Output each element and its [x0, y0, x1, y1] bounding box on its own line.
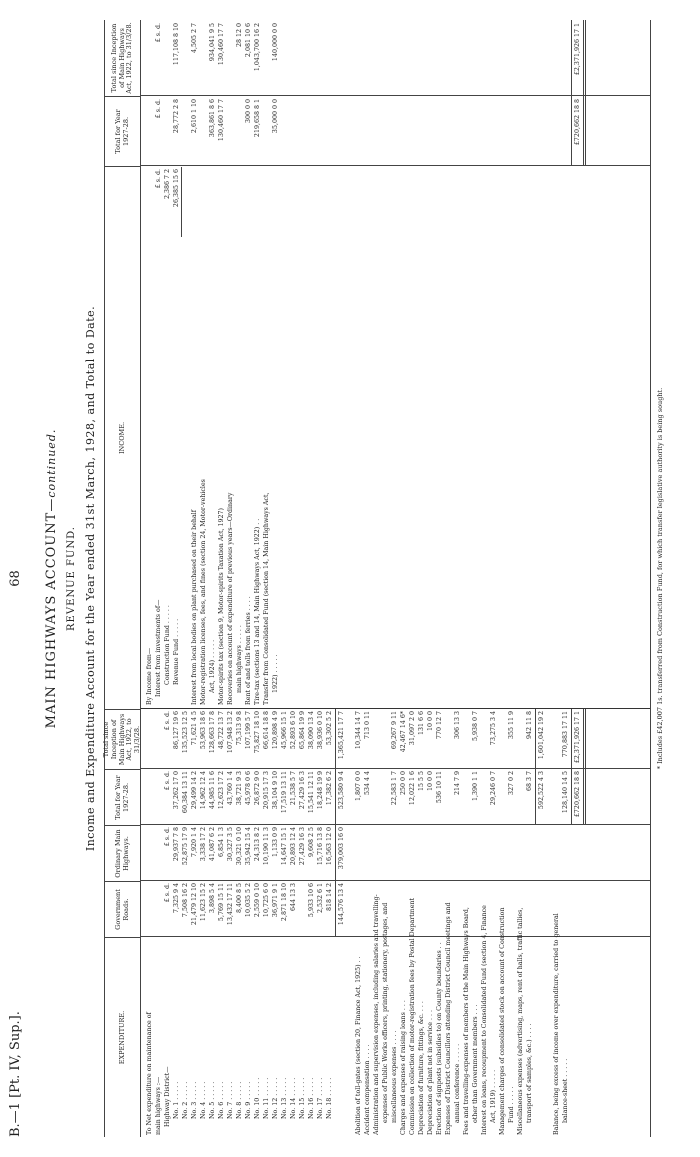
- subtotal-total-year: 523,580 9 4: [338, 771, 345, 810]
- total-since-value: 75,313 9 8: [236, 711, 243, 746]
- total-rule: [535, 709, 536, 825]
- other-expenditure-label: Act, 1919) . . . . .: [490, 1069, 497, 1123]
- income-sub-value: [145, 169, 154, 265]
- total-since-value: 131 6 6: [418, 711, 425, 736]
- ordinary-value: £ s. d.: [164, 827, 171, 847]
- income-row-label: Act, 1924) . . . . .: [209, 639, 216, 693]
- govt-roads-value: 2,532 6 1: [317, 883, 324, 914]
- other-expenditure-label: miscellaneous expenses . . . .: [391, 1030, 398, 1123]
- govt-roads-value: 7,325 9 4: [173, 883, 180, 914]
- income-total-year-value: 130,460 17 7: [218, 99, 225, 142]
- ordinary-value: 9,608 2 5: [308, 827, 315, 858]
- ordinary-value: 14,647 15 1: [281, 827, 288, 866]
- other-expenditure-label: Miscellaneous expenses (advertising, maps, rent of halls, traffic tallies,: [517, 907, 524, 1135]
- ordinary-value: 15,716 13 8: [317, 827, 324, 866]
- govt-roads-value: [298, 883, 307, 936]
- total-year-value: 534 4 4: [364, 771, 371, 796]
- total-year-value: 44,985 11 6: [209, 771, 216, 810]
- total-year-value: 10 0 0: [427, 771, 434, 792]
- other-expenditure-label: other than Government members . . .: [472, 1004, 479, 1123]
- title-continued: continued.: [45, 428, 58, 498]
- total-year-value: 17,519 13 11: [281, 771, 288, 814]
- income-row-label: Recoveries on account of expenditure of previous years—Ordinary: [227, 492, 234, 705]
- account-table: [104, 20, 651, 1137]
- balance-total-year: 128,140 14 5: [562, 771, 569, 814]
- income-row-label: 1922) . . . . .: [272, 654, 279, 693]
- other-expenditure-label: Interest on loans, recoupment to Consolidated Fund (section 4, Finance: [481, 905, 488, 1135]
- other-expenditure-label: Expenses of District Councillors attending District Council meetings and: [445, 902, 452, 1135]
- govt-roads-value: 13,432 17 11: [227, 883, 234, 926]
- income-total-year-value: [181, 99, 190, 165]
- income-row-label: Interest from local bodies on plant purchased on their behalf: [191, 509, 198, 705]
- title-main: MAIN HIGHWAYS ACCOUNT—: [44, 497, 59, 729]
- income-total-year-value: 35,000 0 0: [272, 99, 279, 134]
- total-since-value: 770 12 7: [436, 711, 443, 740]
- income-sub-value: [262, 169, 271, 265]
- total-since-value: 355 11 9: [508, 711, 515, 740]
- total-year-value: 60,384 13 11: [182, 771, 189, 814]
- income-row-label: Revenue Fund . . . . .: [173, 618, 180, 685]
- total-year-value: 17,382 6 2: [326, 771, 333, 806]
- total-since-value: 53,963 18 6: [200, 711, 207, 750]
- ordinary-value: 52,875 17 9: [182, 827, 189, 866]
- govt-roads-value: 818 14 2: [326, 883, 333, 912]
- total-since-value: 5,938 0 7: [472, 711, 479, 742]
- income-row-label: Motor-registration licenses, fees, and fines (section 24, Motor-vehicles: [200, 479, 207, 705]
- total-year-value: 38,104 9 10: [272, 771, 279, 810]
- total-since-value: [381, 711, 390, 768]
- total-year-value: £ s. d.: [164, 771, 171, 791]
- govt-roads-value: [154, 883, 163, 936]
- col-header-ordinary: Ordinary Main Highways.: [105, 825, 141, 881]
- total-since-value: 86,127 19 6: [173, 711, 180, 750]
- total-year-value: 20,915 17 3: [263, 771, 270, 810]
- account-title: [44, 0, 59, 1157]
- total-since-value: 120,898 4 9: [272, 711, 279, 750]
- other-expenditure-label: Management charges of consolidated stock on account of Construction: [499, 907, 506, 1135]
- expenditure-total-year: 592,522 4 3: [538, 771, 545, 810]
- income-total-since-value: 130,460 17 7: [218, 23, 225, 66]
- income-sub-value: £ s. d.: [155, 169, 162, 189]
- total-year-value: [462, 771, 471, 824]
- income-sub-value: [253, 169, 262, 265]
- total-year-value: 327 0 2: [508, 771, 515, 796]
- income-total-since-value: £ s. d.: [155, 23, 162, 43]
- total-year-value: 26,872 9 0: [254, 771, 261, 806]
- expenditure-row-label: No. 1 . . . . .: [173, 1081, 180, 1119]
- total-rule: [571, 20, 572, 166]
- govt-roads-value: 10,035 5 2: [245, 883, 252, 918]
- total-since-value: 52,893 6 10: [290, 711, 297, 750]
- total-year-value: 29,246 0 7: [490, 771, 497, 806]
- govt-roads-value: 5,769 15 11: [218, 883, 225, 922]
- expenditure-grand-total-year: £720,662 18 8: [574, 771, 581, 818]
- other-expenditure-label: annual conference . . . . .: [454, 1043, 461, 1123]
- total-since-value: 38,936 0 10: [317, 711, 324, 750]
- expenditure-row-label: No. 7 . . . . .: [227, 1081, 234, 1119]
- total-year-value: 1,807 0 0: [355, 771, 362, 802]
- income-sub-value: 26,385 15 6: [173, 169, 180, 208]
- income-total-year-value: £ s. d.: [155, 99, 162, 119]
- total-year-value: 37,262 17 0: [173, 771, 180, 810]
- expenditure-row-label: No. 15 . . . . .: [299, 1077, 306, 1119]
- total-since-value: [145, 711, 154, 768]
- total-since-value: 48,722 13 7: [218, 711, 225, 750]
- total-since-value: 75,827 18 10: [254, 711, 261, 754]
- ordinary-value: 24,313 8 2: [254, 827, 261, 862]
- total-since-value: 73,275 3 4: [490, 711, 497, 746]
- income-total-year-value: [163, 99, 172, 165]
- header-ref: B.—1 [Pt. IV, Sup.].: [8, 1011, 23, 1137]
- income-sub-value: [181, 169, 190, 265]
- expenditure-row-label: No. 18 . . . . .: [326, 1077, 333, 1119]
- expenditure-row-label: No. 13 . . . . .: [281, 1077, 288, 1119]
- total-year-value: 68 3 7: [526, 771, 533, 792]
- total-since-value: [462, 711, 471, 768]
- income-sub-value: [217, 169, 226, 265]
- total-since-value: 107,199 5 7: [245, 711, 252, 750]
- total-since-value: 66,614 18 8: [263, 711, 270, 750]
- other-expenditure-label: Accident compensation . . . .: [364, 1044, 371, 1135]
- income-total-since-value: 28 12 0: [236, 23, 243, 48]
- income-row-label: Transfer from Consolidated Fund (section 14, Main Highways Act,: [263, 492, 270, 705]
- other-expenditure-label: Fund . . . . .: [508, 1086, 515, 1123]
- ordinary-value: 7,920 1 4: [191, 827, 198, 858]
- col-header-total-year: Total for Year 1927-28.: [105, 769, 141, 825]
- expenditure-row-label: No. 6 . . . . .: [218, 1081, 225, 1119]
- expenditure-row-label: No. 5 . . . . .: [209, 1081, 216, 1119]
- expenditure-row-label: No. 16 . . . . .: [308, 1077, 315, 1119]
- ordinary-value: 30,327 3 5: [227, 827, 234, 862]
- ordinary-value: 30,321 0 10: [236, 827, 243, 866]
- income-total-since-value: 1,043,700 16 2: [254, 23, 261, 72]
- income-total-since-value: [163, 23, 172, 95]
- income-row-label: Construction Fund . . . . .: [164, 605, 171, 685]
- total-since-value: 713 0 11: [364, 711, 371, 740]
- total-year-value: [381, 771, 390, 824]
- income-sub-value: [244, 169, 253, 265]
- income-row-label: Rent of and tolls from ferries . . . .: [245, 596, 252, 705]
- total-year-value: 250 0 0: [400, 771, 407, 796]
- expenditure-row-label: No. 8 . . . . .: [236, 1081, 243, 1119]
- income-total-year-value: [226, 99, 235, 165]
- total-since-value: 10 0 0: [427, 711, 434, 732]
- col-rule: [141, 824, 650, 825]
- income-total-since-value: 4,505 2 7: [191, 23, 198, 54]
- total-year-value: [145, 771, 154, 824]
- total-year-value: 18,248 19 9: [317, 771, 324, 810]
- col-header-govt-roads: Government Roads.: [105, 881, 141, 937]
- other-expenditure-label: Fees and travelling-expenses of members of the Main Highways Board,: [463, 907, 470, 1135]
- ordinary-value: 29,937 7 8: [173, 827, 180, 862]
- income-total-since-value: [181, 23, 190, 95]
- income-grand-total-since: £2,371,926 17 1: [574, 23, 581, 76]
- income-grand-total-year: £720,662 18 8: [574, 99, 581, 146]
- govt-roads-value: [145, 883, 154, 936]
- income-total-since-value: [262, 23, 271, 95]
- income-total-year-value: 28,772 2 8: [173, 99, 180, 134]
- income-row-label: main highways . . . . .: [236, 625, 243, 693]
- income-total-year-value: 363,861 8 6: [209, 99, 216, 138]
- expenditure-grand-total-since: £2,371,926 17 1: [574, 711, 581, 764]
- total-since-value: [480, 711, 489, 768]
- total-year-value: 536 10 11: [436, 771, 443, 804]
- govt-roads-value: 644 13 3: [290, 883, 297, 912]
- col-rule: [141, 95, 650, 96]
- income-sub-value: [199, 169, 208, 265]
- ordinary-value: 41,087 6 2: [209, 827, 216, 862]
- total-year-value: 214 7 9: [454, 771, 461, 796]
- col-rule: [141, 768, 650, 769]
- income-total-year-value: [235, 99, 244, 165]
- page-number: 68: [8, 570, 23, 587]
- col-header-income-total-year: Total for Year 1927-28.: [105, 96, 141, 166]
- total-year-value: 29,499 14 2: [191, 771, 198, 810]
- ordinary-value: 3,338 17 2: [200, 827, 207, 862]
- income-sub-value: [190, 169, 199, 265]
- expenditure-row-label: No. 3 . . . . .: [191, 1081, 198, 1119]
- total-since-value: 31,097 2 0: [409, 711, 416, 746]
- income-row-label: Tire-tax (sections 13 and 14, Main Highways Act, 1922) . .: [254, 518, 261, 705]
- income-total-year-value: [199, 99, 208, 165]
- col-header-total-since: Total since Inception of Main Highways Act, 1922, to 31/3/28.: [105, 709, 141, 769]
- govt-roads-value: 2,871 18 10: [281, 883, 288, 922]
- income-total-since-value: 117,108 8 10: [173, 23, 180, 66]
- total-year-value: 21,538 5 7: [290, 771, 297, 806]
- govt-roads-value: 21,479 12 10: [191, 883, 198, 926]
- page-header: [8, 20, 30, 1137]
- account-subtitle: Income and Expenditure Account for the Year ended 31st March, 1928, and Total to Date.: [84, 305, 97, 852]
- income-total-since-value: [226, 23, 235, 95]
- total-since-value: 135,523 12 5: [182, 711, 189, 754]
- income-total-year-value: 2,610 1 10: [191, 99, 198, 134]
- ordinary-value: 1,133 0 9: [272, 827, 279, 858]
- total-since-value: 53,302 5 2: [326, 711, 333, 746]
- total-year-value: 15,541 12 11: [308, 771, 315, 814]
- other-expenditure-label: Administration and supervision expenses, including salaries and travelling-: [373, 894, 380, 1135]
- total-year-value: 12,623 17 2: [218, 771, 225, 810]
- total-year-value: [444, 771, 453, 824]
- expenditure-row-label: To Net expenditure on maintenance of: [146, 1012, 153, 1135]
- total-year-value: [516, 771, 525, 824]
- ordinary-value: 35,942 15 4: [245, 827, 252, 866]
- total-year-value: 1,390 1 1: [472, 771, 479, 802]
- total-since-value: 71,621 4 5: [191, 711, 198, 746]
- expenditure-row-label: No. 14 . . . . .: [290, 1077, 297, 1119]
- govt-roads-value: 5,933 10 6: [308, 883, 315, 918]
- total-since-value: 45,966 15 1: [281, 711, 288, 750]
- expenditure-row-label: No. 2 . . . . .: [182, 1081, 189, 1119]
- subtotal-total-since: 1,365,421 17 7: [338, 711, 345, 760]
- total-year-value: 12,022 1 6: [409, 771, 416, 806]
- other-expenditure-label: Charges and expenses of raising loans . . .: [400, 1000, 407, 1135]
- other-expenditure-label: Depreciation of furniture, fittings, &c. . . .: [418, 1001, 425, 1135]
- expenditure-row-label: No. 12 . . . . .: [272, 1077, 279, 1119]
- income-sub-value: [226, 169, 235, 265]
- ordinary-value: 16,563 12 0: [326, 827, 333, 866]
- govt-roads-value: 3,898 5 4: [209, 883, 216, 914]
- total-year-value: [372, 771, 381, 824]
- balance-label: balance-sheet . . . . .: [562, 1058, 569, 1123]
- total-since-value: [444, 711, 453, 768]
- subtotal-ordinary: 379,003 16 0: [338, 827, 345, 870]
- income-row-label: Motor-spirits tax (section 9, Motor-spirits Taxation Act, 1927): [218, 508, 225, 705]
- ordinary-value: [154, 827, 163, 880]
- other-expenditure-label: Commission on collection of motor-registration fees by Postal Department: [409, 897, 416, 1135]
- other-expenditure-label: Erection of signposts (subsidies to) on County boundaries . .: [436, 942, 443, 1135]
- income-row-label: By Income from—: [146, 647, 153, 705]
- income-total-since-value: 140,000 0 0: [272, 23, 279, 62]
- ordinary-value: 27,429 16 3: [299, 827, 306, 866]
- total-year-value: 27,429 16 3: [299, 771, 306, 810]
- other-expenditure-label: expenses of Public Works officers, printing, stationery, postages, and: [382, 902, 389, 1123]
- ordinary-value: 20,893 12 4: [290, 827, 297, 866]
- expenditure-row-label: Highway District—: [164, 1066, 171, 1127]
- subtotal-govt-roads: 144,576 13 4: [338, 883, 345, 926]
- govt-roads-value: 2,559 0 10: [254, 883, 261, 918]
- expenditure-row-label: main highways :—: [155, 1076, 162, 1135]
- other-expenditure-label: Depreciation of plant not in service . . .: [427, 1010, 434, 1135]
- income-total-year-value: [145, 99, 154, 165]
- total-rule: [585, 20, 586, 166]
- govt-roads-value: 7,508 16 2: [182, 883, 189, 918]
- ordinary-value: 6,854 1 3: [218, 827, 225, 858]
- total-rule: [571, 709, 572, 825]
- total-rule: [585, 709, 586, 825]
- govt-roads-value: 36,971 9 1: [272, 883, 279, 918]
- govt-roads-value: £ s. d.: [164, 883, 171, 903]
- income-total-year-value: [262, 99, 271, 165]
- expenditure-row-label: No. 9 . . . . .: [245, 1081, 252, 1119]
- govt-roads-value: 11,623 15 2: [200, 883, 207, 922]
- expenditure-row-label: No. 4 . . . . .: [200, 1081, 207, 1119]
- total-since-value: [516, 711, 525, 768]
- total-year-value: 14,962 12 4: [200, 771, 207, 810]
- total-since-value: 128,663 17 8: [209, 711, 216, 754]
- total-year-value: [498, 771, 507, 824]
- income-total-year-value: 219,658 8 1: [254, 99, 261, 138]
- col-rule: [141, 165, 650, 166]
- total-year-value: 43,760 1 4: [227, 771, 234, 806]
- col-header-income: INCOME.: [105, 166, 141, 709]
- total-since-value: [372, 711, 381, 768]
- income-total-since-value: 2,081 10 6: [245, 23, 252, 58]
- total-since-value: [154, 711, 163, 768]
- balance-label: Balance, being excess of income over expenditure, carried to general: [553, 913, 560, 1135]
- expenditure-row-label: No. 11 . . . . .: [263, 1077, 270, 1119]
- expenditure-row-label: No. 17 . . . . .: [317, 1077, 324, 1119]
- total-year-value: 45,978 0 6: [245, 771, 252, 806]
- expenditure-total-since: 1,601,042 19 2: [538, 711, 545, 760]
- govt-roads-value: 10,725 6 0: [263, 883, 270, 918]
- total-year-value: [154, 771, 163, 824]
- total-rule: [583, 709, 584, 825]
- total-since-value: 69,267 9 11: [391, 711, 398, 750]
- govt-roads-value: 8,400 8 5: [236, 883, 243, 914]
- income-sub-value: [271, 169, 280, 265]
- total-year-value: [480, 771, 489, 824]
- total-since-value: 10,344 14 7: [355, 711, 362, 750]
- income-total-since-value: [199, 23, 208, 95]
- total-since-value: 65,864 19 9: [299, 711, 306, 750]
- ordinary-value: [145, 827, 154, 880]
- income-sub-value: 2,386 7 2: [164, 169, 171, 200]
- total-rule: [335, 709, 336, 937]
- other-expenditure-label: transport of samples, &c.) . . . .: [526, 1023, 533, 1123]
- total-year-value: 15 5 5: [418, 771, 425, 792]
- footnote: * Includes £42,007 1s. transferred from Construction Fund, for which transfer legislative authority is being sought.: [656, 387, 664, 770]
- total-since-value: [498, 711, 507, 768]
- income-total-year-value: 300 0 0: [245, 99, 252, 124]
- total-rule: [583, 20, 584, 166]
- other-expenditure-label: Abolition of toll-gates (section 20, Finance Act, 1925) . .: [355, 956, 362, 1135]
- income-row-label: [181, 269, 190, 705]
- total-since-value: 107,948 13 2: [227, 711, 234, 754]
- fund-title: REVENUE FUND.: [66, 526, 77, 631]
- total-year-value: 38,721 9 3: [236, 771, 243, 806]
- total-year-value: 22,583 1 7: [391, 771, 398, 806]
- total-since-value: 306 13 3: [454, 711, 461, 740]
- ordinary-value: 10,190 11 3: [263, 827, 270, 866]
- income-total-since-value: 934,041 9 5: [209, 23, 216, 62]
- income-sub-value: [235, 169, 244, 265]
- expenditure-row-label: No. 10 . . . . .: [254, 1077, 261, 1119]
- income-sub-value: [208, 169, 217, 265]
- col-rule-center: [141, 708, 650, 709]
- col-header-income-total-since: Total since Inception of Main Highways Act, 1922, to 31/3/28.: [105, 20, 141, 96]
- income-total-since-value: [145, 23, 154, 95]
- total-since-value: 942 11 8: [526, 711, 533, 740]
- balance-total-since: 770,883 17 11: [562, 711, 569, 758]
- col-header-expenditure: EXPENDITURE.: [105, 937, 141, 1137]
- income-row-label: Interest from investments of—: [155, 599, 162, 697]
- total-since-value: £ s. d.: [164, 711, 171, 731]
- total-since-value: 38,090 13 4: [308, 711, 315, 750]
- total-since-value: 42,467 14 6*: [400, 711, 407, 753]
